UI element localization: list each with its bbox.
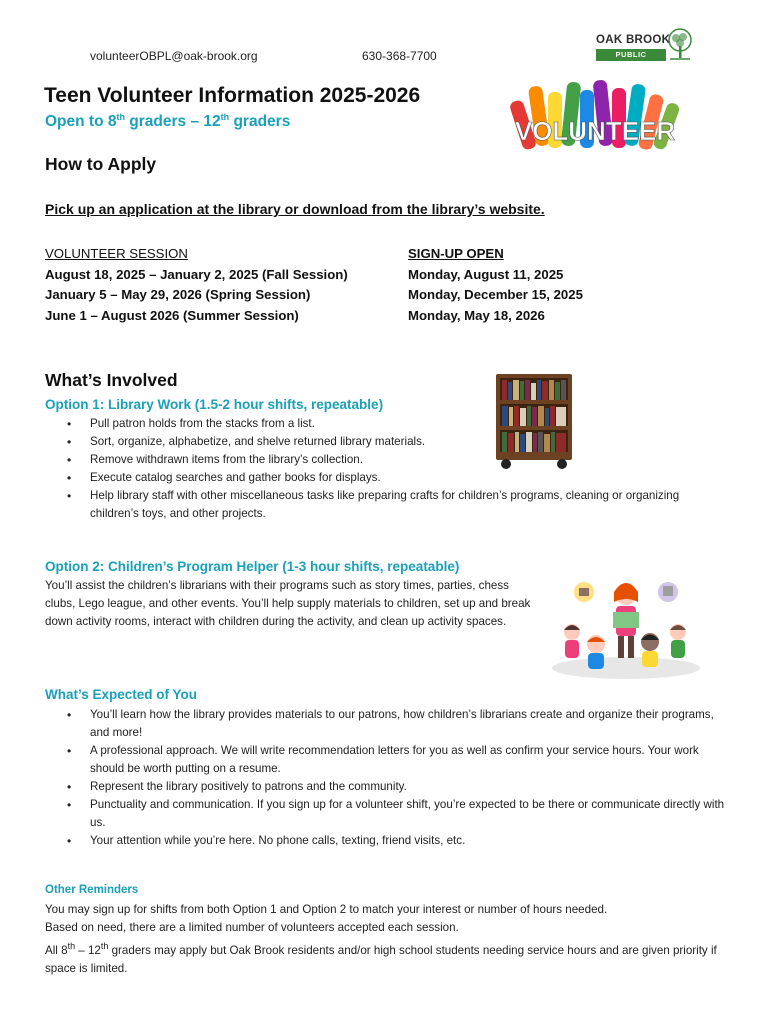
whats-involved-heading: What’s Involved — [45, 370, 178, 390]
session-column — [45, 244, 348, 326]
list-item: • Represent the library positively to patrons and the community. — [45, 778, 733, 796]
how-to-apply-heading: How to Apply — [45, 154, 157, 174]
tree-icon — [666, 28, 694, 62]
children-reading-icon — [550, 572, 702, 680]
signup-column-header: SIGN-UP OPEN — [408, 246, 504, 261]
list-item: • Remove withdrawn items from the library’s collection. — [45, 451, 725, 469]
list-item: • Pull patron holds from the stacks from a list. — [45, 415, 725, 433]
contact-phone: 630-368-7700 — [362, 49, 437, 63]
application-instruction: Pick up an application at the library or download from the library’s website. — [45, 201, 545, 217]
session-fall: August 18, 2025 – January 2, 2025 (Fall Session) — [45, 266, 348, 282]
reminder-line: You may sign up for shifts from both Option 1 and Option 2 to match your interest or number of hours needed. — [45, 903, 608, 916]
option2-description: You’ll assist the children’s librarians with their programs such as story times, parties, chess clubs, Lego league, and other events. You’ll help supply materials to children, set up and break down activity rooms, interact with children during the activity, and clean up activity spaces. — [45, 579, 531, 628]
storytime-illustration — [550, 572, 702, 680]
signup-fall: Monday, August 11, 2025 — [408, 266, 564, 282]
list-item: • A professional approach. We will write recommendation letters for you as well as confirm your service hours. Your work should be worth putting on a resume. — [45, 742, 733, 778]
reminders-heading: Other Reminders — [45, 884, 139, 896]
library-logo — [596, 28, 696, 71]
list-item: • Execute catalog searches and gather books for displays. — [45, 469, 725, 487]
option1-list — [45, 415, 725, 523]
list-item: • Sort, organize, alphabetize, and shelve returned library materials. — [45, 433, 725, 451]
list-item: • You’ll learn how the library provides materials to our patrons, how children’s librarians create and organize their programs, and more! — [45, 706, 733, 742]
option2-title: Option 2: Children’s Program Helper (1-3 hour shifts, repeatable) — [45, 559, 460, 574]
reminders-text — [45, 901, 735, 978]
page-title: Teen Volunteer Information 2025-2026 — [44, 84, 421, 107]
signup-column — [408, 244, 583, 326]
eligibility-subtitle: Open to 8th graders – 12th graders — [45, 112, 291, 131]
option1-title: Option 1: Library Work (1.5-2 hour shifts, repeatable) — [45, 397, 384, 412]
volunteer-graphic-text: VOLUNTEER — [514, 116, 676, 146]
session-column-header: VOLUNTEER SESSION — [45, 246, 188, 261]
list-item: • Punctuality and communication. If you sign up for a volunteer shift, you’re expected to be there or communicate directly with us. — [45, 796, 733, 832]
expected-heading: What’s Expected of You — [45, 687, 198, 702]
signup-spring: Monday, December 15, 2025 — [408, 287, 583, 302]
reminder-line: All 8th – 12th graders may apply but Oak Brook residents and/or high school students needing service hours and are given priority if space is limited. — [45, 941, 717, 975]
signup-summer: Monday, May 18, 2026 — [408, 307, 545, 323]
volunteer-hands-graphic — [510, 78, 680, 162]
logo-subtitle: PUBLIC LIBRARY — [596, 49, 666, 61]
session-summer: June 1 – August 2026 (Summer Session) — [45, 307, 299, 323]
session-spring: January 5 – May 29, 2026 (Spring Session) — [45, 287, 311, 302]
contact-email: volunteerOBPL@oak-brook.org — [90, 49, 258, 63]
list-item: • Your attention while you’re here. No phone calls, texting, friend visits, etc. — [45, 832, 733, 850]
list-item: • Help library staff with other miscellaneous tasks like preparing crafts for children’s programs, cleaning or organizing children’s toys, and other projects. — [45, 487, 725, 523]
reminder-line: Based on need, there are a limited number of volunteers accepted each session. — [45, 921, 459, 934]
logo-name: OAK BROOK — [596, 34, 671, 46]
expected-list — [45, 706, 733, 850]
raised-hands-icon — [510, 78, 680, 162]
